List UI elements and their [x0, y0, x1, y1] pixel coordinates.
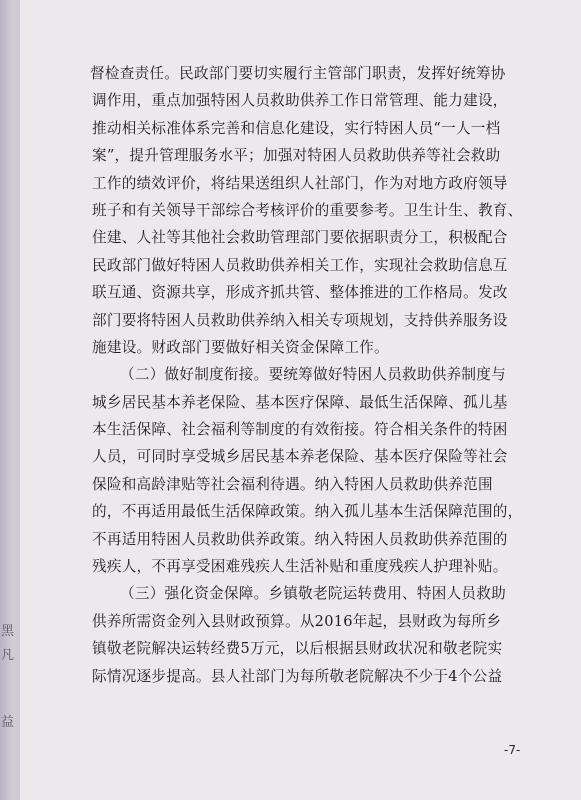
document-body: [92, 60, 528, 690]
text-line: 联互通、资源共享，形成齐抓共管、整体推进的工作格局。发改: [92, 284, 508, 302]
text-line: 城乡居民基本养老保险、基本医疗保障、最低生活保障、孤儿基: [92, 393, 508, 411]
margin-text-fragment: 益: [1, 715, 15, 730]
text-line: 督检查责任。民政部门要切实履行主管部门职责，发挥好统筹协: [90, 65, 506, 82]
binding-edge: [0, 0, 21, 800]
section-heading-line: （三）强化资金保障。乡镇敬老院运转费用、特困人员救助: [120, 585, 506, 603]
text-line: 镇敬老院解决运转经费5万元，以后根据县财政状况和敬老院实: [92, 640, 503, 658]
text-line: 部门要将特困人员救助供养纳入相关专项规划，支持供养服务设: [92, 311, 508, 329]
text-line: 残疾人，不再享受困难残疾人生活补贴和重度残疾人护理补贴。: [92, 558, 508, 576]
text-line: 保险和高龄津贴等社会福利待遇。纳入特困人员救助供养范围: [92, 475, 493, 493]
text-line: 不再适用特困人员救助供养政策。纳入特困人员救助供养范围的: [92, 530, 508, 548]
text-line: 供养所需资金列入县财政预算。从2016年起，县财政为每所乡: [92, 612, 502, 630]
text-line: 工作的绩效评价，将结果送组织人社部门，作为对地方政府领导: [92, 174, 508, 192]
page-number: -7-: [504, 743, 521, 757]
margin-text-fragment: 黑: [1, 624, 15, 639]
margin-text-fragment: 凡: [1, 648, 15, 663]
section-heading-line: （二）做好制度衔接。要统筹做好特困人员救助供养制度与: [120, 366, 506, 384]
text-line: 人员，可同时享受城乡居民基本养老保险、基本医疗保险等社会: [92, 448, 508, 466]
text-line: 班子和有关领导干部综合考核评价的重要参考。卫生计生、教育、: [92, 201, 523, 219]
text-line: 案”，提升管理服务水平；加强对特困人员救助供养等社会救助: [92, 147, 501, 165]
text-line: 住建、人社等其他社会救助管理部门要依据职责分工，积极配合: [92, 229, 508, 247]
text-line: 调作用，重点加强特困人员救助供养工作日常管理、能力建设，: [92, 92, 508, 110]
text-line: 施建设。财政部门要做好相关资金保障工作。: [92, 338, 389, 356]
text-line: 本生活保障、社会福利等制度的有效衔接。符合相关条件的特困: [92, 421, 508, 439]
text-line: 民政部门做好特困人员救助供养相关工作，实现社会救助信息互: [92, 256, 508, 274]
text-line: 际情况逐步提高。县人社部门为每所敬老院解决不少于4个公益: [92, 667, 503, 685]
text-line: 推动相关标准体系完善和信息化建设，实行特困人员“一人一档: [92, 119, 501, 137]
text-line: 的，不再适用最低生活保障政策。纳入孤儿基本生活保障范围的，: [92, 503, 523, 521]
